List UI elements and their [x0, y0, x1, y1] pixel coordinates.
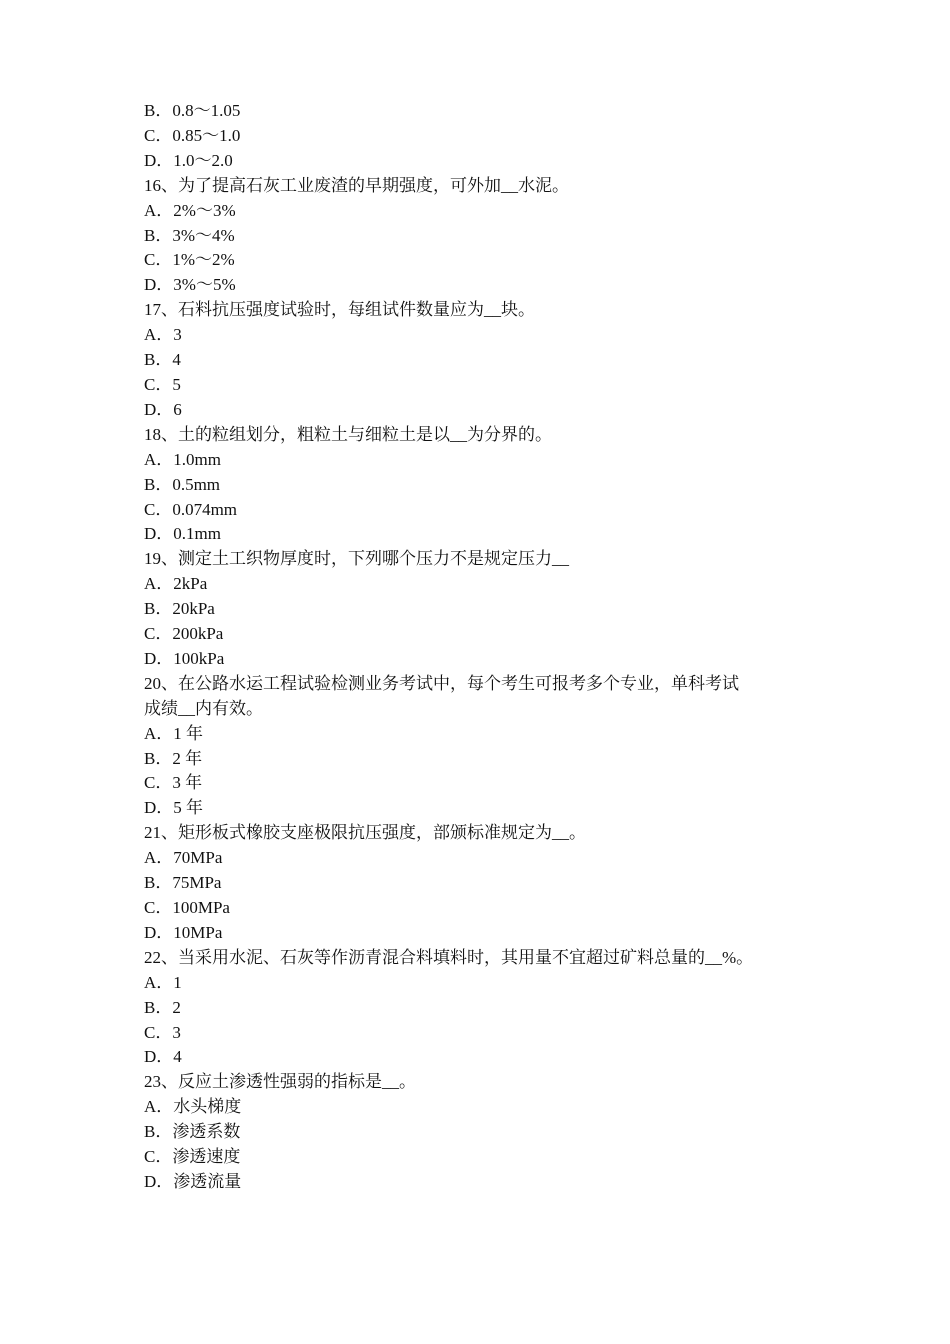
question-line: 18、土的粒组划分，粗粒土与细粒土是以__为分界的。: [144, 424, 552, 444]
option-line: C．渗透速度: [144, 1147, 241, 1167]
option-line: D．渗透流量: [144, 1171, 242, 1191]
option-line: B．4: [144, 350, 181, 370]
option-line: A．水头梯度: [144, 1097, 242, 1117]
option-line: D．10MPa: [144, 922, 223, 942]
option-line: D．4: [144, 1047, 182, 1067]
option-line: D．0.1mm: [144, 524, 221, 544]
option-line: B．75MPa: [144, 873, 222, 893]
option-line: C．3 年: [144, 773, 203, 793]
question-list: [144, 99, 824, 1195]
question-line: 22、当采用水泥、石灰等作沥青混合料填料时，其用量不宜超过矿料总量的__%。: [144, 947, 754, 967]
question-line: 16、为了提高石灰工业废渣的早期强度，可外加__水泥。: [144, 175, 569, 195]
option-line: D．100kPa: [144, 648, 225, 668]
option-line: D．1.0～2.0: [144, 150, 233, 170]
option-line: A．3: [144, 325, 182, 345]
option-line: A．1.0mm: [144, 449, 221, 469]
option-line: C．200kPa: [144, 624, 224, 644]
option-line: D．3%～5%: [144, 275, 236, 295]
option-line: C．1%～2%: [144, 250, 235, 270]
question-line: 23、反应土渗透性强弱的指标是__。: [144, 1072, 416, 1092]
option-line: C．0.074mm: [144, 499, 238, 519]
question-line-continued: 成绩__内有效。: [144, 698, 263, 718]
question-line: 17、石料抗压强度试验时，每组试件数量应为__块。: [144, 300, 535, 320]
option-line: D．5 年: [144, 798, 204, 818]
option-line: A．1 年: [144, 723, 204, 743]
option-line: C．3: [144, 1022, 181, 1042]
option-line: B．3%～4%: [144, 225, 235, 245]
question-line: 20、在公路水运工程试验检测业务考试中，每个考生可报考多个专业，单科考试: [144, 673, 739, 693]
option-line: C．5: [144, 374, 181, 394]
option-line: B．2: [144, 997, 181, 1017]
option-line: A．1: [144, 972, 182, 992]
option-line: B．2 年: [144, 748, 203, 768]
question-line: 21、矩形板式橡胶支座极限抗压强度，部颁标准规定为__。: [144, 823, 586, 843]
option-line: B．0.8～1.05: [144, 101, 241, 120]
option-line: B．20kPa: [144, 599, 215, 619]
option-line: B．渗透系数: [144, 1122, 241, 1142]
option-line: C．100MPa: [144, 898, 230, 917]
question-line: 19、测定土工织物厚度时，下列哪个压力不是规定压力__: [144, 549, 569, 569]
option-line: A．2%～3%: [144, 200, 236, 220]
option-line: B．0.5mm: [144, 474, 221, 494]
option-line: A．70MPa: [144, 848, 223, 868]
option-line: A．2kPa: [144, 574, 208, 594]
option-line: C．0.85～1.0: [144, 125, 241, 145]
option-line: D．6: [144, 399, 182, 419]
